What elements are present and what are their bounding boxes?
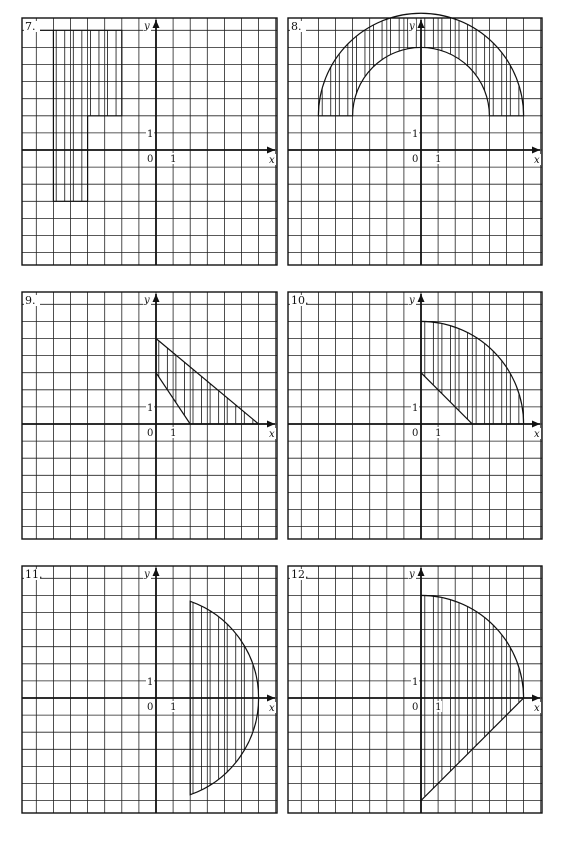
y-axis-arrow-icon: [418, 20, 425, 28]
y-axis-label: y: [144, 295, 150, 306]
panel-frame: [22, 292, 277, 539]
x-axis-label: x: [534, 703, 540, 714]
region-hatching: [22, 292, 270, 539]
grid-lines: [288, 292, 542, 539]
x-tick-label: 1: [435, 154, 442, 165]
region-hatching: [288, 18, 536, 265]
x-axis-label: x: [269, 703, 275, 714]
panel-frame: [288, 292, 542, 539]
graph-panels: [22, 13, 542, 813]
region-hatching: [288, 566, 536, 813]
region-hatching: [288, 292, 536, 539]
grid-lines: [22, 566, 277, 813]
graph-panel: [22, 292, 277, 539]
y-axis-label: y: [409, 21, 415, 32]
graph-panel: [288, 292, 542, 539]
x-axis-arrow-icon: [267, 695, 275, 702]
x-tick-label: 1: [170, 702, 177, 713]
panel-number: 7.: [25, 20, 36, 33]
y-tick-label: 1: [147, 676, 154, 688]
x-tick-label: 1: [170, 154, 177, 165]
panel-number: 12.: [291, 568, 309, 581]
x-axis-label: x: [534, 155, 540, 166]
region-hatching: [22, 566, 270, 813]
y-axis-label: y: [409, 295, 415, 306]
x-axis-arrow-icon: [267, 421, 275, 428]
origin-label: 0: [147, 428, 154, 439]
panel-number: 8.: [291, 20, 302, 33]
origin-label: 0: [147, 702, 154, 713]
panel-frame: [22, 566, 277, 813]
y-axis-arrow-icon: [153, 294, 160, 302]
x-axis-arrow-icon: [267, 147, 275, 154]
x-axis-arrow-icon: [532, 421, 540, 428]
y-tick-label: 1: [412, 402, 419, 414]
panel-number: 9.: [25, 294, 36, 307]
x-axis-label: x: [534, 429, 540, 440]
x-tick-label: 1: [170, 428, 177, 439]
graph-panel: [288, 566, 542, 813]
origin-label: 0: [412, 428, 419, 439]
grid-lines: [22, 18, 277, 265]
y-axis-label: y: [144, 569, 150, 580]
grid-lines: [288, 566, 542, 813]
grid-lines: [22, 292, 277, 539]
graph-panel: [288, 13, 542, 265]
panel-number: 10.: [291, 294, 309, 307]
y-axis-arrow-icon: [153, 20, 160, 28]
panel-frame: [288, 566, 542, 813]
panel-frame: [22, 18, 277, 265]
y-tick-label: 1: [412, 676, 419, 688]
y-axis-label: y: [409, 569, 415, 580]
panel-number: 11.: [25, 568, 43, 581]
y-axis-label: y: [144, 21, 150, 32]
y-tick-label: 1: [412, 128, 419, 140]
x-tick-label: 1: [435, 702, 442, 713]
x-axis-arrow-icon: [532, 695, 540, 702]
y-axis-arrow-icon: [153, 568, 160, 576]
origin-label: 0: [412, 154, 419, 165]
x-axis-label: x: [269, 429, 275, 440]
x-axis-arrow-icon: [532, 147, 540, 154]
graph-panel: [22, 18, 277, 265]
y-axis-arrow-icon: [418, 294, 425, 302]
x-tick-label: 1: [435, 428, 442, 439]
origin-label: 0: [147, 154, 154, 165]
x-axis-label: x: [269, 155, 275, 166]
region-hatching: [22, 18, 270, 265]
graph-panel: [22, 566, 277, 813]
y-axis-arrow-icon: [418, 568, 425, 576]
y-tick-label: 1: [147, 128, 154, 140]
origin-label: 0: [412, 702, 419, 713]
y-tick-label: 1: [147, 402, 154, 414]
